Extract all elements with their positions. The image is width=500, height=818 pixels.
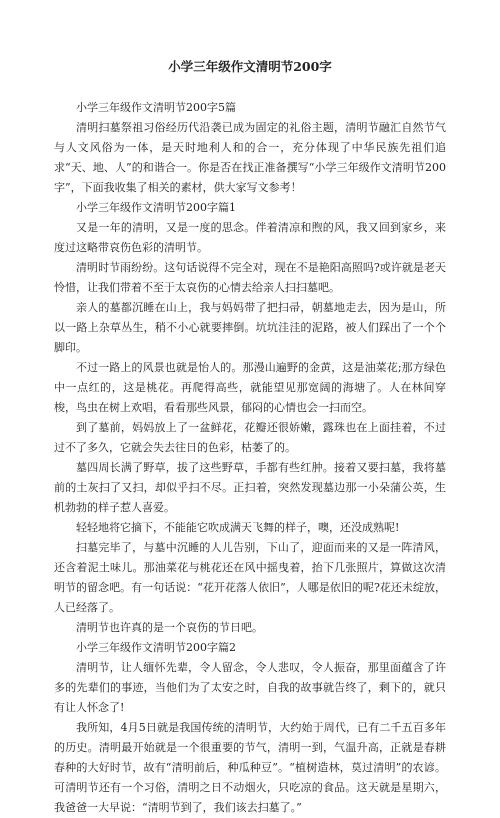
- document-body: [54, 98, 446, 818]
- paragraph: 清明节，让人缅怀先辈，令人留念，令人悲叹，令人振奋，那里面蕴含了许多的先辈们的事迹，当他们为了太安之时，自我的故事就告终了，剩下的，就只有让人怀念了!: [54, 661, 446, 714]
- paragraph: 又是一年的清明，又是一度的思念。伴着清凉和煦的风，我又回到家乡，来度过这略带哀伤色彩的清明节。: [54, 221, 446, 254]
- page-title: 小学三年级作文清明节200字: [168, 59, 332, 74]
- paragraph: 墓四周长满了野草，拔了这些野草，手都有些红肿。接着又要扫墓，我将墓前的土灰扫了又扫，却似乎扫不尽。正扫着，突然发现墓边那一小朵蒲公英，生机勃勃的样子惹人喜爱。: [54, 461, 446, 514]
- paragraph: 清明扫墓祭祖习俗经历代沿袭已成为固定的礼俗主题，清明节融汇自然节气与人文风俗为一体，是天时地利人和的合一，充分体现了中华民族先祖们追求“天、地、人”的和谐合一。你是否在找正准备撰写“小学三年级作文清明节200字”，下面我收集了相关的素材，供大家写文参考！: [54, 121, 446, 194]
- section-heading: 小学三年级作文清明节200字5篇: [76, 101, 236, 114]
- paragraph: 清明时节雨纷纷。这句话说得不完全对，现在不是艳阳高照吗?或许就是老天怜惜，让我们带着不至于太哀伤的心情去给亲人扫扫墓吧。: [54, 261, 446, 294]
- paragraph: 亲人的墓都沉睡在山上，我与妈妈带了把扫帚，朝墓地走去，因为是山，所以一路上杂草丛生，稍不小心就要摔倒。坑坑洼洼的泥路，被人们踩出了一个个脚印。: [54, 301, 446, 354]
- section-heading: 小学三年级作文清明节200字篇2: [76, 641, 236, 654]
- paragraph: 不过一路上的风景也就是怡人的。那漫山遍野的金黄，这是油菜花;那方绿色中一点红的，这是桃花。再爬得高些，就能望见那宽阔的海塘了。人在林间穿梭，鸟虫在树上欢唱，看看那些风景，郁闷的心情也会一扫而空。: [54, 361, 446, 414]
- section-heading: 小学三年级作文清明节200字篇1: [76, 201, 236, 214]
- paragraph: 轻轻地将它摘下，不能能它吹成满天飞舞的样子，噢，还没成熟呢!: [76, 521, 400, 534]
- paragraph: 扫墓完毕了，与墓中沉睡的人儿告别，下山了，迎面而来的又是一阵清风，还含着泥土味儿。那油菜花与桃花还在风中摇曳着，抬下几张照片，算做这次清明节的留念吧。有一句话说：“花开花落人依旧”，人哪是依旧的呢?花还未绽放，人已经落了。: [54, 541, 446, 614]
- paragraph: 到了墓前，妈妈放上了一盆鲜花，花瓣还很娇嫩，露珠也在上面挂着，不过过不了多久，它就会失去往日的色彩，枯萎了的。: [54, 421, 446, 454]
- paragraph: 清明节也许真的是一个哀伤的节日吧。: [76, 621, 263, 634]
- paragraph: 我所知，4月5日就是我国传统的清明节，大约始于周代，已有二千五百多年的历史。清明最开始就是一个很重要的节气，清明一到，气温升高，正就是春耕春种的大好时节，故有“清明前后，种瓜种豆”。“植树造林，莫过清明”的农谚。可清明节还有一个习俗，清明之日不动烟火，只吃凉的食品。这天就是星期六，我爸爸一大早说：“清明节到了，我们该去扫墓了。”: [54, 721, 446, 814]
